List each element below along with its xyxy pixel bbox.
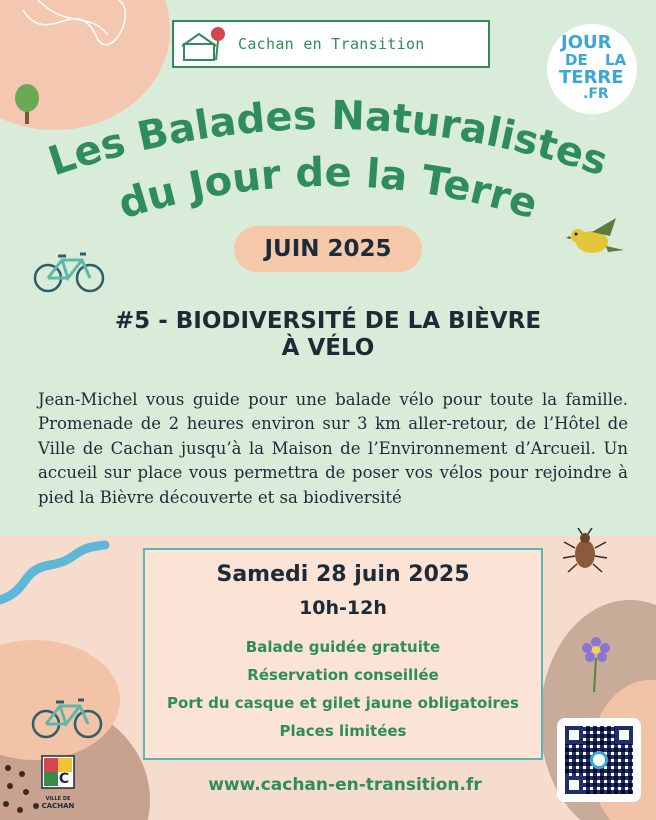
rose-house-icon	[180, 24, 230, 64]
river-icon	[0, 540, 110, 610]
qr-finder-tr	[615, 726, 633, 744]
jdt-de: DE	[565, 51, 588, 69]
title	[0, 60, 656, 230]
flower-icon	[578, 636, 618, 692]
jdt-fr: .FR	[583, 86, 609, 102]
qr-finder-bl	[565, 776, 583, 794]
svg-text:du Jour de la Terre	[113, 150, 543, 228]
date-pill: JUIN 2025	[234, 226, 422, 272]
subtitle-line-2: À VÉLO	[281, 335, 375, 361]
info-item: Port du casque et gilet jaune obligatoires	[167, 694, 519, 712]
scribble-decoration	[18, 0, 148, 60]
info-item: Balade guidée gratuite	[245, 638, 441, 656]
ville-de-cachan-logo	[38, 752, 78, 792]
event-time: 10h-12h	[299, 597, 387, 619]
bird-icon	[566, 216, 626, 262]
info-item: Réservation conseillée	[247, 666, 439, 684]
qr-finder-tl	[565, 726, 583, 744]
ville-de-cachan-text	[28, 796, 88, 810]
event-subtitle	[40, 308, 616, 362]
event-date: Samedi 28 juin 2025	[216, 562, 470, 587]
website-link[interactable]: www.cachan-en-transition.fr	[208, 775, 482, 795]
jdt-terre: TERRE	[559, 67, 624, 88]
cachan-label: CACHAN	[41, 802, 75, 810]
title-line-2: du Jour de la Terre	[113, 149, 543, 229]
event-info-box	[143, 548, 543, 760]
jdt-jour: JOUR	[561, 32, 612, 53]
bicycle-icon	[32, 248, 106, 294]
svg-text:C: C	[58, 771, 70, 787]
subtitle-line-1: #5 - BIODIVERSITÉ DE LA BIÈVRE	[114, 308, 542, 334]
qr-code-icon[interactable]	[557, 718, 641, 802]
info-item: Places limitées	[279, 722, 407, 740]
jdt-la: LA	[605, 51, 627, 69]
ville-de-label: VILLE DE	[45, 796, 71, 802]
event-info-list	[145, 633, 541, 745]
bug-icon	[560, 528, 610, 576]
title-line-1: Les Balades Naturalistes	[42, 92, 614, 186]
event-description: Jean-Michel vous guide pour une balade vélo pour toute la famille. Promenade de 2 heures environ sur 3 km aller-retour, de l’Hôtel de Ville de Cachan jusqu’à la Maison de l’Environnement d’Arcueil. Un accueil sur place vous permettra de poser vos vélos pour rejoindre à pied la Bièvre découverte et sa biodiversité	[38, 390, 628, 507]
bicycle-icon	[30, 694, 104, 740]
qr-center-logo	[590, 751, 608, 769]
logo-title: Cachan en Transition	[238, 35, 425, 53]
